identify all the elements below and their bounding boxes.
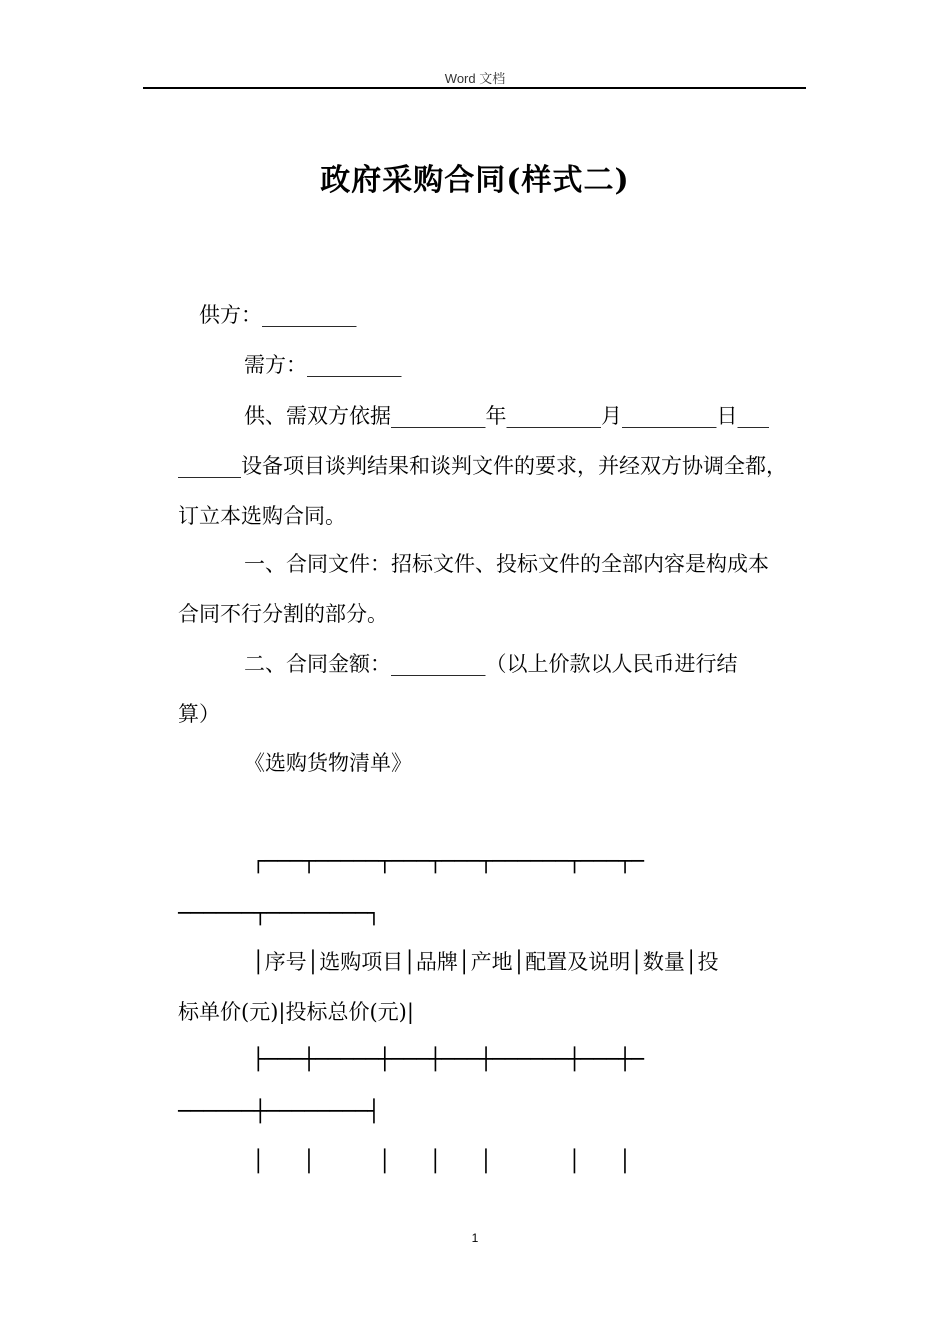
- supplier-line: 供方：_________: [199, 303, 357, 327]
- intro-paragraph-line-2: ______设备项目谈判结果和谈判文件的要求，并经双方协调全都，: [178, 454, 787, 478]
- table-top-border-line-2: ──────┬────────┐: [178, 901, 381, 925]
- table-middle-border-line-2: ──────┼────────┤: [178, 1099, 381, 1123]
- table-top-border-line-1: ┌───┬─────┬───┬───┬──────┬───┬─: [252, 849, 644, 873]
- clause-2-line-2: 算）: [178, 702, 220, 726]
- goods-list-title: 《选购货物清单》: [244, 751, 412, 775]
- table-header-row-line-1: │序号│选购项目│品牌│产地│配置及说明│数量│投: [252, 950, 719, 974]
- buyer-line: 需方：_________: [244, 353, 402, 377]
- clause-2-line-1: 二、合同金额：_________（以上价款以人民币进行结: [244, 652, 738, 676]
- table-data-row: │ │ │ │ │ │ │: [252, 1149, 632, 1173]
- intro-paragraph-line-1: 供、需双方依据_________年_________月_________日___: [244, 404, 769, 428]
- header-divider: [143, 87, 806, 89]
- page-header-label: Word 文档: [444, 71, 506, 86]
- page-number: 1: [471, 1231, 479, 1245]
- table-header-row-line-2: 标单价(元)|投标总价(元)|: [178, 1000, 414, 1024]
- document-title: 政府采购合同(样式二): [320, 163, 630, 198]
- clause-1-line-1: 一、合同文件：招标文件、投标文件的全部内容是构成本: [244, 552, 769, 576]
- intro-paragraph-line-3: 订立本选购合同。: [178, 504, 346, 528]
- clause-1-line-2: 合同不行分割的部分。: [178, 602, 388, 626]
- table-middle-border-line-1: ├───┼─────┼───┼───┼──────┼───┼─: [252, 1047, 644, 1071]
